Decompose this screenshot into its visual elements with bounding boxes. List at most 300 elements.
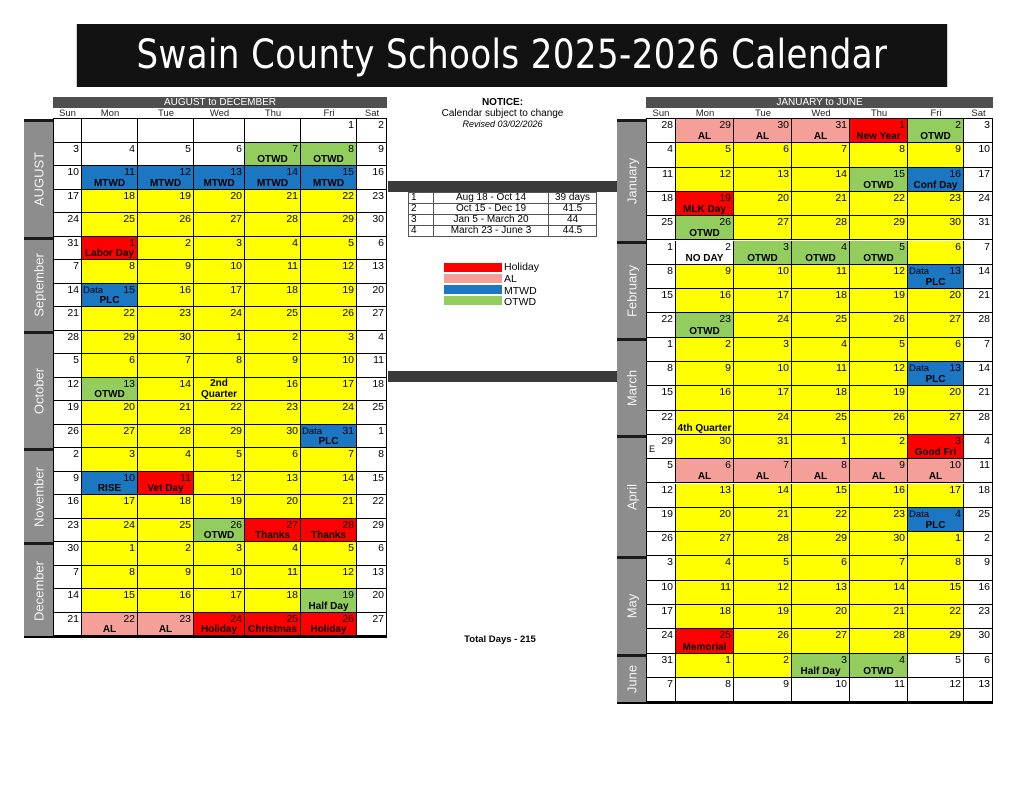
- day-number: 16: [719, 289, 731, 302]
- day-number: 2: [955, 119, 961, 131]
- day-number: 13: [230, 166, 242, 178]
- day-label: Half Day: [800, 665, 841, 677]
- day-number: 16: [949, 167, 961, 180]
- day-number: 2: [292, 330, 298, 343]
- day-label: MTWD: [256, 177, 289, 189]
- weekday-header: Sun: [646, 109, 676, 120]
- day-number: 18: [179, 495, 191, 507]
- legend-swatch-mtwd: [444, 285, 502, 294]
- page-title: Swain County Schools 2025-2026 Calendar: [77, 24, 947, 87]
- day-number: 22: [123, 307, 135, 319]
- day-number: 11: [720, 580, 731, 593]
- day-number: 15: [372, 471, 384, 484]
- day-number: 12: [342, 260, 354, 272]
- day-number: 8: [899, 143, 905, 156]
- day-number: 25: [835, 410, 847, 423]
- month-strip-september: [24, 237, 53, 331]
- day-label: NO DAY: [685, 252, 724, 264]
- day-number: 15: [123, 589, 135, 601]
- day-number: 9: [185, 260, 191, 272]
- day-number: 2: [185, 236, 191, 249]
- month-strip-august: [24, 119, 53, 237]
- day-number: 22: [949, 605, 961, 617]
- day-number: 26: [179, 213, 191, 225]
- day-number: 19: [67, 401, 79, 413]
- day-number: 26: [342, 307, 354, 319]
- day-number: 23: [179, 307, 191, 319]
- day-number: 13: [719, 483, 731, 496]
- quarter-days: 44: [549, 215, 597, 226]
- day-number: 2: [899, 434, 905, 447]
- legend-label: OTWD: [504, 296, 537, 308]
- day-number: 13: [372, 565, 384, 578]
- day-label: Data: [909, 508, 930, 520]
- day-number: 4: [841, 240, 847, 253]
- day-number: 23: [372, 189, 384, 202]
- day-number: 27: [835, 629, 847, 642]
- day-number: 6: [955, 337, 961, 350]
- day-number: 12: [893, 362, 905, 374]
- day-number: 7: [984, 337, 990, 350]
- day-label: OTWD: [689, 228, 720, 240]
- day-label: OTWD: [863, 179, 894, 191]
- day-number: 29: [342, 213, 354, 225]
- day-number: 5: [783, 556, 789, 569]
- day-number: 31: [661, 653, 673, 666]
- day-number: 4: [841, 337, 847, 350]
- day-number: 1: [955, 532, 961, 545]
- day-number: 17: [949, 483, 961, 496]
- day-number: 30: [286, 424, 298, 437]
- day-number: 4: [292, 236, 298, 249]
- day-number: 10: [342, 354, 354, 366]
- month-strip-may: [617, 556, 646, 653]
- day-number: 10: [777, 264, 789, 277]
- quarter-num: 3: [409, 215, 434, 226]
- day-number: 3: [236, 542, 242, 554]
- day-number: 12: [949, 677, 961, 690]
- day-label: MTWD: [203, 177, 235, 189]
- legend-label: Holiday: [504, 261, 540, 273]
- day-number: 19: [777, 605, 789, 617]
- day-number: 29: [949, 629, 961, 642]
- day-label: OTWD: [257, 154, 288, 165]
- day-number: 11: [836, 362, 847, 374]
- day-number: 20: [719, 507, 731, 520]
- legend-label: AL: [504, 273, 517, 285]
- day-number: 22: [835, 507, 847, 520]
- quarter-row: [409, 204, 597, 215]
- day-number: 20: [372, 283, 384, 296]
- day-label: OTWD: [920, 131, 951, 143]
- month-label: October: [31, 367, 46, 414]
- day-label: AL: [102, 624, 117, 635]
- day-number: 10: [123, 471, 135, 484]
- day-label: 4th Quarter: [677, 422, 732, 434]
- day-number: 4: [129, 142, 135, 155]
- day-number: 1: [378, 424, 384, 437]
- day-number: 25: [978, 507, 990, 520]
- day-label: Vet Day: [147, 483, 184, 494]
- day-number: 28: [286, 213, 298, 225]
- day-number: 7: [841, 143, 847, 156]
- day-number: 6: [378, 236, 384, 249]
- day-number: 19: [230, 495, 242, 507]
- day-number: 16: [372, 166, 384, 178]
- day-number: 8: [236, 354, 242, 366]
- day-number: 13: [835, 580, 847, 593]
- quarter-row: [409, 215, 597, 226]
- day-number: 15: [893, 167, 905, 180]
- day-number: 31: [67, 236, 79, 249]
- day-number: 16: [719, 386, 731, 399]
- day-number: 24: [230, 612, 242, 625]
- day-number: 3: [73, 142, 79, 155]
- day-number: 16: [179, 589, 191, 601]
- day-number: 5: [725, 143, 731, 156]
- day-number: 15: [949, 580, 961, 593]
- day-number: 9: [899, 459, 905, 472]
- weekday-header: Fri: [908, 109, 964, 120]
- day-number: 6: [236, 142, 242, 155]
- day-number: 19: [893, 386, 905, 399]
- day-number: 30: [777, 119, 789, 131]
- day-number: 14: [978, 362, 990, 374]
- day-number: 13: [123, 377, 135, 390]
- day-number: 1: [841, 434, 847, 447]
- quarter-range: Aug 18 - Oct 14: [434, 193, 549, 204]
- day-number: 13: [372, 260, 384, 272]
- day-label: AL: [813, 131, 828, 143]
- notice-title: NOTICE:: [481, 97, 524, 108]
- quarter-num: 4: [409, 226, 434, 237]
- day-number: 30: [179, 330, 191, 343]
- day-number: 3: [667, 556, 673, 569]
- day-label: Holiday: [310, 624, 347, 635]
- day-number: 3: [783, 337, 789, 350]
- day-number: 5: [73, 354, 79, 366]
- day-number: 6: [955, 240, 961, 253]
- day-number: 7: [73, 565, 79, 578]
- day-number: 2: [378, 119, 384, 131]
- day-number: 5: [348, 542, 354, 554]
- weekday-header: Wed: [194, 109, 245, 120]
- day-number: 28: [67, 330, 79, 343]
- day-number: 4: [899, 653, 905, 666]
- day-number: 8: [378, 448, 384, 460]
- day-number: 9: [73, 471, 79, 484]
- day-number: 10: [835, 677, 847, 690]
- day-number: 29: [661, 434, 673, 447]
- day-number: 18: [286, 589, 298, 601]
- day-number: 4: [955, 507, 961, 520]
- day-number: 4: [667, 143, 673, 156]
- day-number: 14: [777, 483, 789, 496]
- day-number: 19: [179, 189, 191, 202]
- day-number: 1: [667, 337, 673, 350]
- grid-bottom-rule: [24, 636, 387, 638]
- day-number: 30: [372, 213, 384, 225]
- day-number: 22: [230, 401, 242, 413]
- day-number: 21: [835, 191, 847, 204]
- weekday-header: Sat: [964, 109, 993, 120]
- day-number: 20: [949, 289, 961, 302]
- day-number: 9: [292, 354, 298, 366]
- day-label: Data: [302, 425, 323, 437]
- day-number: 17: [342, 377, 354, 390]
- day-label: OTWD: [689, 325, 720, 337]
- day-number: 20: [123, 401, 135, 413]
- weekday-header: Fri: [301, 109, 357, 120]
- day-number: 17: [978, 167, 990, 180]
- day-number: 9: [378, 142, 384, 155]
- day-number: 22: [342, 189, 354, 202]
- day-number: 8: [725, 677, 731, 690]
- day-number: 20: [372, 589, 384, 601]
- day-number: 21: [893, 605, 905, 617]
- day-number: 10: [777, 362, 789, 374]
- day-number: 26: [230, 518, 242, 531]
- day-label: AL: [813, 471, 828, 483]
- day-number: 10: [978, 143, 990, 156]
- day-number: 3: [955, 434, 961, 447]
- day-number: 23: [949, 191, 961, 204]
- day-label: AL: [871, 471, 886, 483]
- day-number: 16: [179, 283, 191, 296]
- day-number: 29: [230, 424, 242, 437]
- day-number: 4: [725, 556, 731, 569]
- day-number: 4: [984, 434, 990, 447]
- quarter-num: 1: [409, 193, 434, 204]
- grid-frame: [646, 118, 993, 702]
- month-strip-october: [24, 331, 53, 449]
- day-number: 13: [978, 677, 990, 690]
- day-number: 11: [662, 167, 673, 180]
- day-number: 27: [372, 307, 384, 319]
- day-number: 7: [348, 448, 354, 460]
- day-number: 14: [67, 283, 79, 296]
- day-number: 5: [667, 459, 673, 472]
- day-label: Data: [909, 265, 930, 277]
- day-number: 28: [179, 424, 191, 437]
- day-number: 3: [348, 330, 354, 343]
- day-number: 14: [342, 471, 354, 484]
- day-number: 21: [978, 386, 990, 399]
- day-number: 2: [783, 653, 789, 666]
- day-number: 25: [123, 213, 135, 225]
- day-label: Memorial: [682, 641, 727, 653]
- grid-frame: [53, 118, 387, 636]
- day-number: 28: [978, 410, 990, 423]
- day-label: PLC: [925, 374, 946, 386]
- month-strip-january: [617, 119, 646, 241]
- day-label: OTWD: [313, 154, 344, 165]
- day-label: OTWD: [747, 252, 778, 264]
- quarter-num: 2: [409, 204, 434, 215]
- month-strip-march: [617, 338, 646, 435]
- day-number: 14: [978, 264, 990, 277]
- day-number: 8: [841, 459, 847, 472]
- day-number: 25: [286, 612, 298, 625]
- day-number: 17: [230, 589, 242, 601]
- day-label: Holiday: [200, 624, 238, 635]
- month-strip-november: [24, 448, 53, 542]
- day-number: 30: [67, 542, 79, 554]
- day-number: 24: [342, 401, 354, 413]
- day-number: 12: [777, 580, 789, 593]
- day-number: 22: [372, 495, 384, 507]
- day-number: 5: [236, 448, 242, 460]
- day-number: 3: [841, 653, 847, 666]
- month-strip-april: [617, 435, 646, 557]
- day-number: 23: [978, 605, 990, 617]
- day-label: New Year: [856, 131, 901, 143]
- divider-bar: [388, 371, 617, 382]
- day-number: 24: [777, 410, 789, 423]
- day-label: OTWD: [805, 252, 836, 264]
- day-number: 9: [725, 362, 731, 374]
- day-number: 19: [661, 507, 673, 520]
- notice-line: Calendar subject to change: [441, 108, 564, 119]
- day-number: 18: [978, 483, 990, 496]
- day-number: 15: [342, 166, 354, 178]
- weekday-header: Thu: [850, 109, 908, 120]
- day-number: 17: [123, 495, 135, 507]
- day-number: 2: [725, 240, 731, 253]
- day-number: 23: [67, 518, 79, 531]
- day-number: 8: [129, 565, 135, 578]
- day-number: 2: [73, 448, 79, 460]
- day-label: AL: [697, 471, 712, 483]
- notice-box: [420, 97, 585, 130]
- weekday-header: Mon: [676, 109, 734, 120]
- day-number: 28: [342, 518, 354, 531]
- day-label: OTWD: [863, 665, 894, 677]
- day-number: 28: [777, 532, 789, 545]
- day-number: 5: [955, 653, 961, 666]
- day-number: 20: [949, 386, 961, 399]
- day-number: 11: [894, 677, 905, 690]
- day-number: 28: [978, 313, 990, 326]
- day-label: Data: [83, 284, 104, 296]
- day-number: 19: [342, 283, 354, 296]
- day-number: 26: [719, 216, 731, 229]
- day-number: 14: [835, 167, 847, 180]
- right-block-title: JANUARY to JUNE: [646, 97, 993, 108]
- month-label: June: [624, 665, 639, 694]
- day-number: 27: [777, 216, 789, 229]
- day-number: 20: [230, 189, 242, 202]
- day-number: 7: [292, 142, 298, 155]
- total-days: Total Days - 215: [464, 634, 536, 645]
- quarters-table: [408, 192, 597, 237]
- quarter-row: [409, 193, 597, 204]
- month-label: September: [31, 253, 46, 317]
- day-label: MLK Day: [683, 204, 726, 216]
- day-number: 3: [783, 240, 789, 253]
- day-number: 26: [661, 532, 673, 545]
- day-number: 8: [667, 362, 673, 374]
- weekday-header: Tue: [138, 109, 194, 120]
- quarter-range: March 23 - June 3: [434, 226, 549, 237]
- day-number: 10: [230, 260, 242, 272]
- day-number: 24: [230, 307, 242, 319]
- month-strip-december: [24, 542, 53, 636]
- day-number: 29: [719, 119, 731, 131]
- day-number: 12: [230, 471, 242, 484]
- day-number: 27: [372, 612, 384, 625]
- day-number: 30: [719, 434, 731, 447]
- month-strip-february: [617, 241, 646, 338]
- day-label: PLC: [318, 436, 339, 447]
- day-number: 18: [661, 191, 673, 204]
- month-label: January: [624, 158, 639, 205]
- day-number: 1: [899, 119, 905, 131]
- day-number: 7: [667, 677, 673, 690]
- day-number: 2: [725, 337, 731, 350]
- day-number: 21: [179, 401, 191, 413]
- day-number: 15: [661, 386, 673, 399]
- day-number: 17: [777, 386, 789, 399]
- day-number: 13: [286, 471, 298, 484]
- day-number: 15: [661, 289, 673, 302]
- day-number: 3: [984, 119, 990, 131]
- day-number: 8: [129, 260, 135, 272]
- day-label: AL: [158, 624, 173, 635]
- day-number: 24: [67, 213, 79, 225]
- day-number: 15: [835, 483, 847, 496]
- day-number: 9: [185, 565, 191, 578]
- day-number: 14: [286, 166, 298, 178]
- quarter-range: Jan 5 - March 20: [434, 215, 549, 226]
- month-label: December: [31, 560, 46, 621]
- day-number: 31: [777, 434, 789, 447]
- legend-swatch-al: [444, 274, 502, 283]
- day-number: 12: [67, 377, 79, 390]
- day-number: 10: [67, 166, 79, 178]
- left-block-title: AUGUST to DECEMBER: [53, 97, 387, 108]
- day-label: Half Day: [308, 600, 349, 612]
- weekday-header: Thu: [245, 109, 301, 120]
- day-number: 22: [661, 313, 673, 326]
- day-number: 27: [123, 424, 135, 437]
- day-label: RISE: [97, 483, 122, 494]
- quarter-days: 44.5: [549, 226, 597, 237]
- day-label: PLC: [925, 520, 946, 532]
- weekday-header: Mon: [82, 109, 138, 120]
- day-number: 6: [783, 143, 789, 156]
- day-number: 6: [984, 653, 990, 666]
- day-number: 28: [835, 216, 847, 229]
- day-number: 19: [893, 289, 905, 302]
- day-number: 6: [841, 556, 847, 569]
- day-number: 3: [236, 236, 242, 249]
- month-label: AUGUST: [31, 152, 46, 207]
- day-number: 11: [124, 166, 135, 178]
- day-number: 9: [725, 264, 731, 277]
- day-number: 17: [230, 283, 242, 296]
- day-number: 9: [984, 556, 990, 569]
- day-number: 12: [719, 167, 731, 180]
- day-label: AL: [755, 471, 770, 483]
- day-number: 30: [949, 216, 961, 229]
- day-number: 29: [372, 518, 384, 531]
- day-number: 27: [949, 313, 961, 326]
- day-number: 6: [292, 448, 298, 460]
- day-number: 6: [725, 459, 731, 472]
- day-number: 26: [342, 612, 354, 625]
- day-number: 25: [286, 307, 298, 319]
